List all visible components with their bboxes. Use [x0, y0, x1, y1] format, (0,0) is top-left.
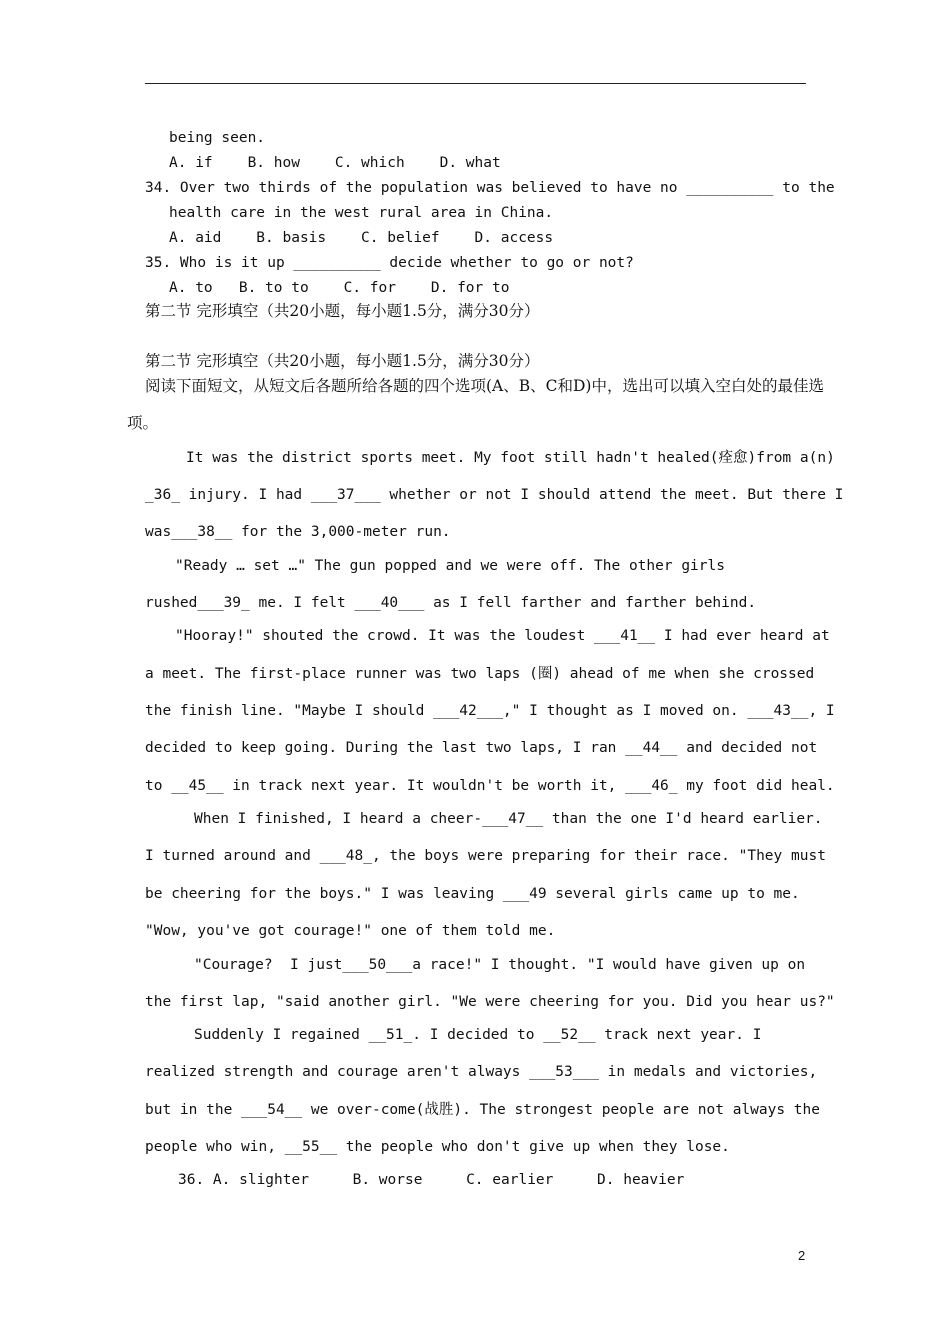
passage-line: "Wow, you've got courage!" one of them told me.: [145, 923, 556, 939]
q33-options: A. if B. how C. which D. what: [169, 155, 501, 171]
passage-line: to __45__ in track next year. It wouldn't be worth it, ___46_ my foot did heal.: [145, 778, 835, 794]
instruction-text: 阅读下面短文，从短文后各题所给各题的四个选项(A、B、C和D)中，选出可以填入空白处的最佳选: [145, 377, 824, 395]
passage-line: people who win, __55__ the people who don't give up when they lose.: [145, 1139, 730, 1155]
q34-stem: 34. Over two thirds of the population was believed to have no __________ to the: [145, 180, 835, 196]
q34-options: A. aid B. basis C. belief D. access: [169, 230, 554, 246]
passage-line: Suddenly I regained __51_. I decided to __52__ track next year. I: [194, 1027, 762, 1043]
q35-stem: 35. Who is it up __________ decide whether to go or not?: [145, 255, 634, 271]
passage-line: but in the ___54__ we over-come(战胜). The strongest people are not always the: [145, 1102, 821, 1118]
passage-line: "Ready … set …" The gun popped and we were off. The other girls: [175, 558, 725, 574]
passage-line: I turned around and ___48_, the boys were preparing for their race. "They must: [145, 848, 826, 864]
header-rule: [145, 83, 806, 84]
passage-line: When I finished, I heard a cheer-___47__ than the one I'd heard earlier.: [194, 811, 823, 827]
passage-line: the first lap, "said another girl. "We were cheering for you. Did you hear us?": [145, 994, 835, 1010]
passage-line: "Hooray!" shouted the crowd. It was the loudest ___41__ I had ever heard at: [175, 628, 830, 644]
instruction-text-cont: 项。: [127, 414, 159, 432]
passage-line: rushed___39_ me. I felt ___40___ as I fell farther and farther behind.: [145, 595, 757, 611]
passage-line: was___38__ for the 3,000-meter run.: [145, 524, 451, 540]
q33-continuation: being seen.: [169, 130, 266, 146]
passage-line: _36_ injury. I had ___37___ whether or not I should attend the meet. But there I: [145, 487, 844, 503]
passage-line: "Courage? I just___50___a race!" I thought. "I would have given up on: [194, 957, 806, 973]
passage-line: the finish line. "Maybe I should ___42___," I thought as I moved on. ___43__, I: [145, 703, 835, 719]
passage-line: be cheering for the boys." I was leaving ___49 several girls came up to me.: [145, 886, 800, 902]
passage-line: decided to keep going. During the last two laps, I ran __44__ and decided not: [145, 740, 818, 756]
passage-line: realized strength and courage aren't always ___53___ in medals and victories,: [145, 1064, 818, 1080]
passage-line: It was the district sports meet. My foot still hadn't healed(痊愈)from a(n): [186, 450, 835, 466]
section-heading: 第二节 完形填空（共20小题，每小题1.5分，满分30分）: [145, 302, 540, 320]
section-heading-repeat: 第二节 完形填空（共20小题，每小题1.5分，满分30分）: [145, 352, 540, 370]
q34-stem-cont: health care in the west rural area in China.: [169, 205, 554, 221]
q36-options: 36. A. slighter B. worse C. earlier D. heavier: [178, 1172, 685, 1188]
page-number: 2: [798, 1248, 806, 1263]
q35-options: A. to B. to to C. for D. for to: [169, 280, 510, 296]
passage-line: a meet. The first-place runner was two laps (圈) ahead of me when she crossed: [145, 666, 815, 682]
